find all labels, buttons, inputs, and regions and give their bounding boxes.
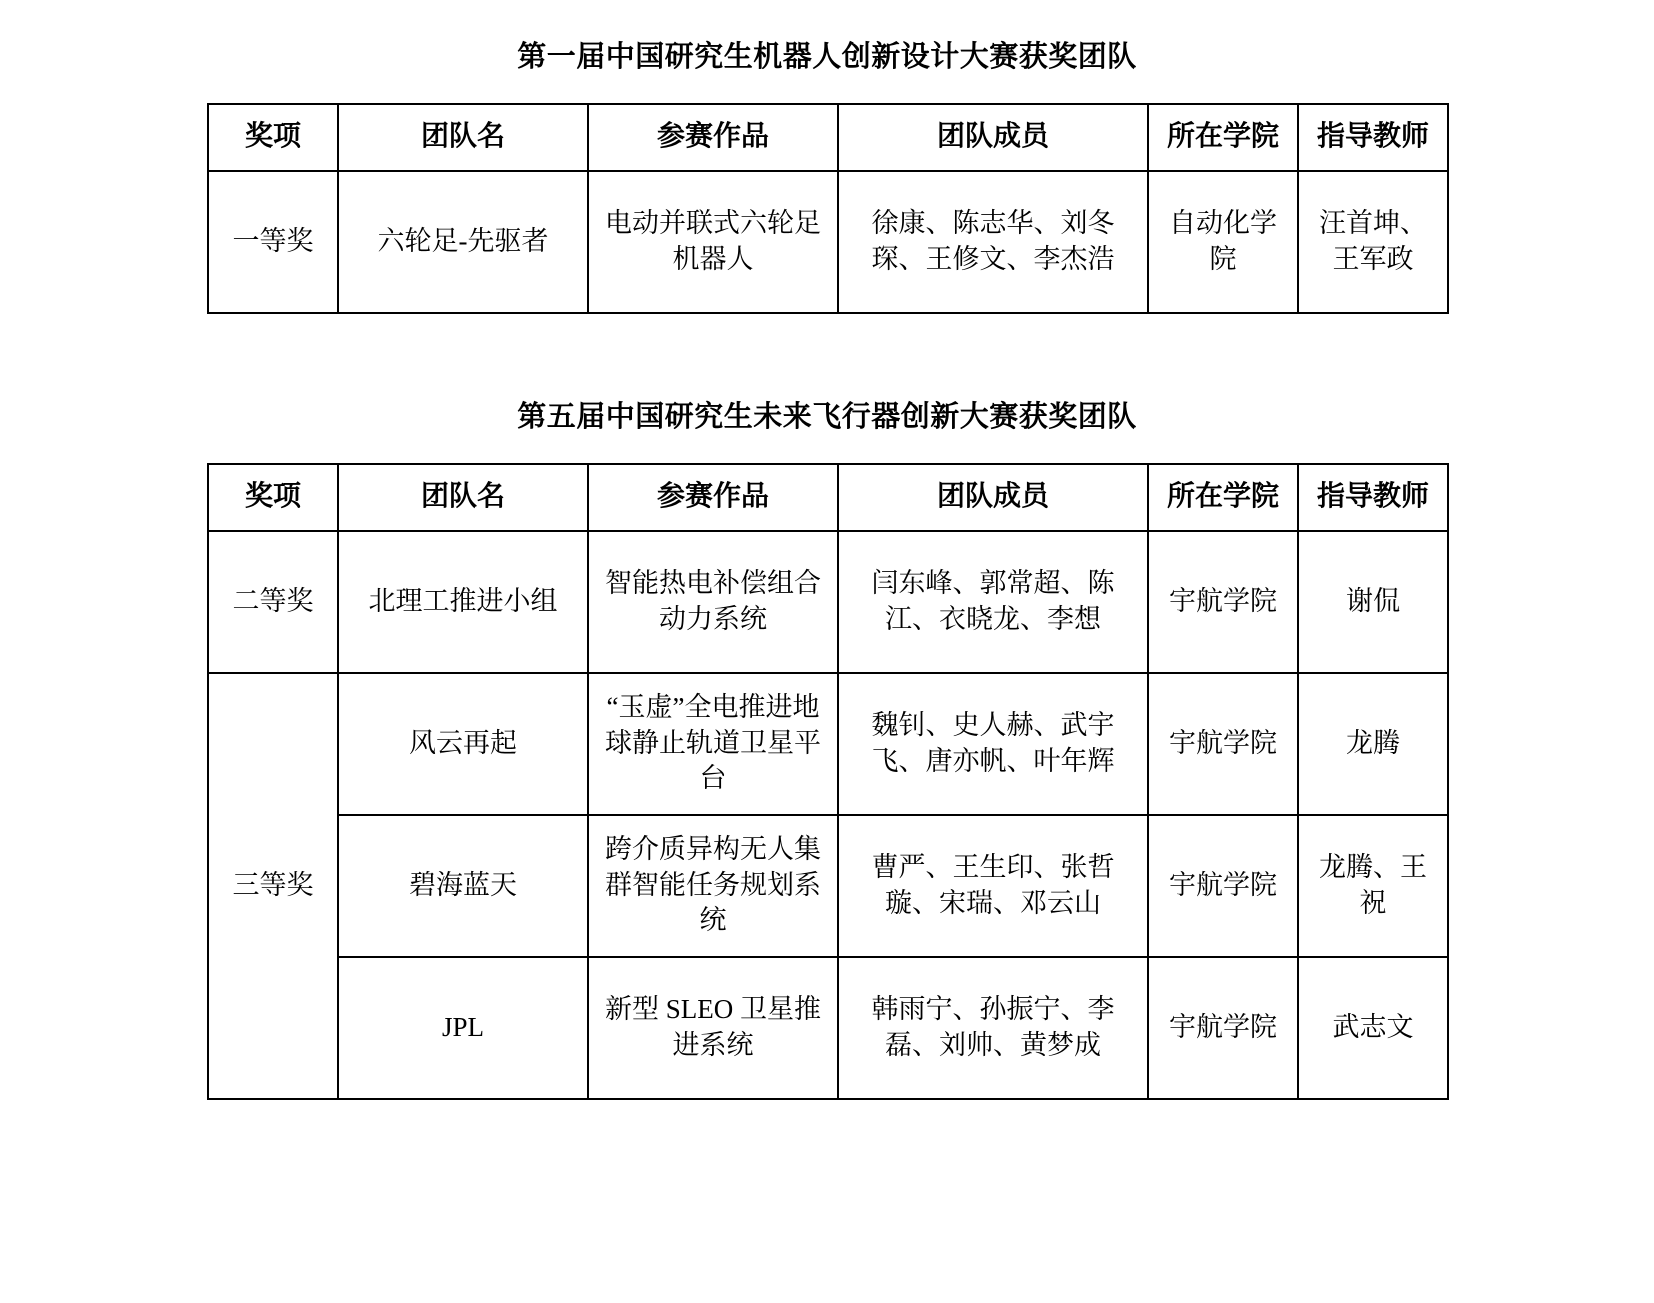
award-table-aircraft-contest: [207, 463, 1449, 1100]
cell-advisor: 龙腾: [1298, 673, 1448, 815]
column-header-members: 团队成员: [838, 104, 1148, 171]
column-header-team: 团队名: [338, 464, 588, 531]
cell-members: 韩雨宁、孙振宁、李磊、刘帅、黄梦成: [838, 957, 1148, 1099]
column-header-award: 奖项: [208, 464, 338, 531]
cell-members: 闫东峰、郭常超、陈江、衣晓龙、李想: [838, 531, 1148, 673]
cell-members: 魏钊、史人赫、武宇飞、唐亦帆、叶年辉: [838, 673, 1148, 815]
column-header-team: 团队名: [338, 104, 588, 171]
cell-team: 风云再起: [338, 673, 588, 815]
column-header-advisor: 指导教师: [1298, 104, 1448, 171]
column-header-advisor: 指导教师: [1298, 464, 1448, 531]
cell-work: 跨介质异构无人集群智能任务规划系统: [588, 815, 838, 957]
cell-team: 六轮足-先驱者: [338, 171, 588, 313]
cell-award: 二等奖: [208, 531, 338, 673]
page-title-secondary: 第五届中国研究生未来飞行器创新大赛获奖团队: [517, 400, 1137, 433]
column-header-award: 奖项: [208, 104, 338, 171]
cell-advisor: 汪首坤、王军政: [1298, 171, 1448, 313]
award-table-robot-contest: [207, 103, 1449, 314]
cell-members: 徐康、陈志华、刘冬琛、王修文、李杰浩: [838, 171, 1148, 313]
cell-team: JPL: [338, 957, 588, 1099]
table-header-row: [208, 464, 1448, 531]
cell-work: “玉虚”全电推进地球静止轨道卫星平台: [588, 673, 838, 815]
cell-advisor: 武志文: [1298, 957, 1448, 1099]
table-row: [208, 673, 1448, 815]
cell-work: 电动并联式六轮足机器人: [588, 171, 838, 313]
cell-advisor: 谢侃: [1298, 531, 1448, 673]
column-header-college: 所在学院: [1148, 104, 1298, 171]
cell-members: 曹严、王生印、张哲璇、宋瑞、邓云山: [838, 815, 1148, 957]
page-title: 第一届中国研究生机器人创新设计大赛获奖团队: [517, 41, 1137, 73]
award-section-aircraft-contest: [207, 314, 1447, 1100]
cell-work: 新型 SLEO 卫星推进系统: [588, 957, 838, 1099]
cell-award: 三等奖: [208, 673, 338, 1099]
table-header-row: [208, 104, 1448, 171]
cell-college: 宇航学院: [1148, 673, 1298, 815]
table-row: [208, 171, 1448, 313]
table-row: [208, 957, 1448, 1099]
cell-work: 智能热电补偿组合动力系统: [588, 531, 838, 673]
cell-college: 自动化学院: [1148, 171, 1298, 313]
cell-team: 北理工推进小组: [338, 531, 588, 673]
cell-advisor: 龙腾、王祝: [1298, 815, 1448, 957]
table-row: [208, 531, 1448, 673]
award-section-robot-contest: [207, 0, 1447, 314]
cell-award: 一等奖: [208, 171, 338, 313]
cell-team: 碧海蓝天: [338, 815, 588, 957]
cell-college: 宇航学院: [1148, 531, 1298, 673]
column-header-work: 参赛作品: [588, 104, 838, 171]
column-header-members: 团队成员: [838, 464, 1148, 531]
table-row: [208, 815, 1448, 957]
cell-college: 宇航学院: [1148, 957, 1298, 1099]
column-header-college: 所在学院: [1148, 464, 1298, 531]
cell-college: 宇航学院: [1148, 815, 1298, 957]
column-header-work: 参赛作品: [588, 464, 838, 531]
